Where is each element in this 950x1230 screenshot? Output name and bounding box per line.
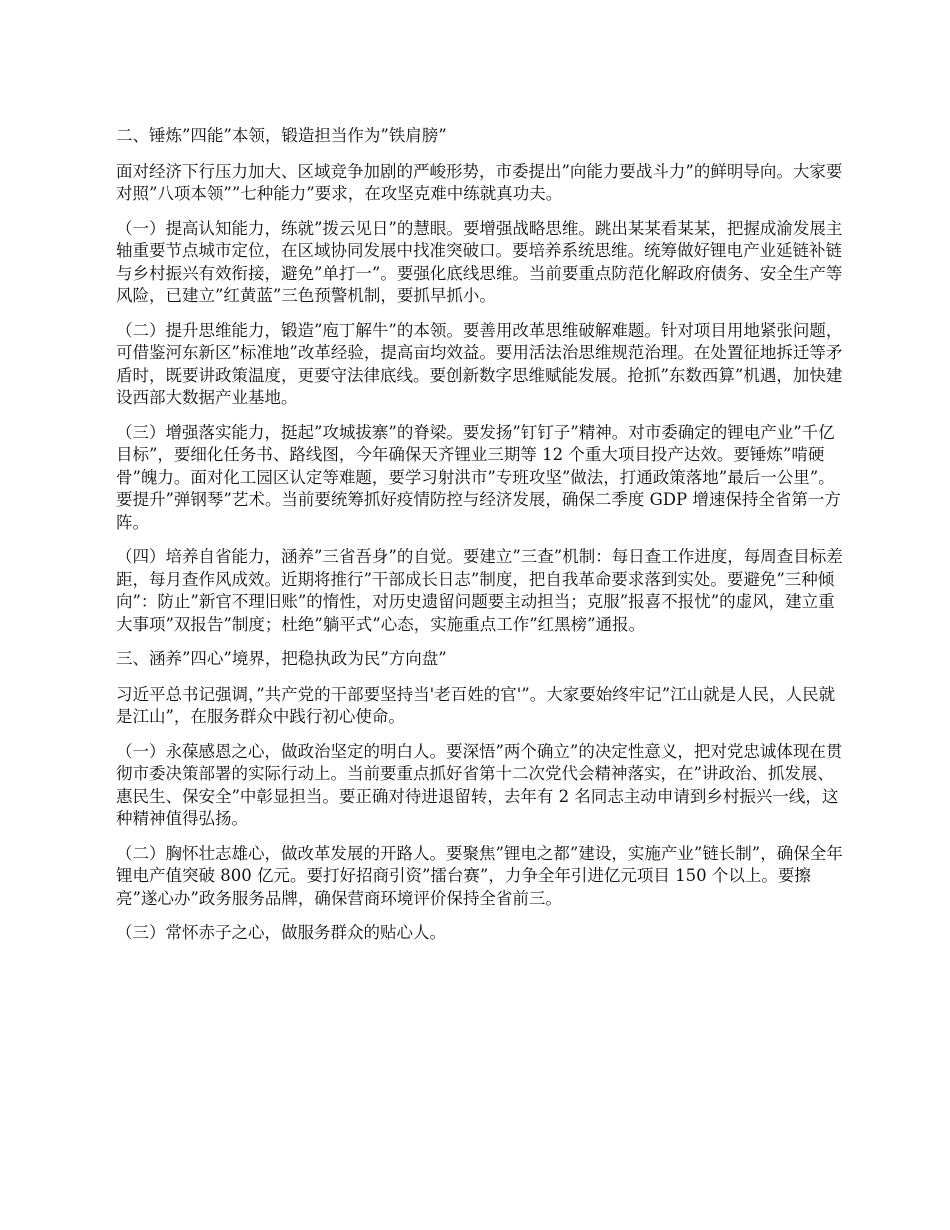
paragraph-item-thinking: （二）提升思维能力，锻造”庖丁解牛”的本领。要善用改革思维破解难题。针对项目用地紧张问题，可借鉴河东新区”标准地”改革经验，提高亩均效益。要用活法治思维规范治理。在处置征地拆迁等矛盾时，既要讲政策温度，更要守法律底线。要创新数字思维赋能发展。抢抓”东数西算”机遇，加快建设西部大数据产业基地。 (116, 320, 843, 407)
document-page (116, 125, 846, 957)
paragraph-intro-two: 面对经济下行压力加大、区域竞争加剧的严峻形势，市委提出”向能力要战斗力”的鲜明导向。大家要对照”八项本领””七种能力”要求，在攻坚克难中练就真功夫。 (116, 161, 843, 203)
paragraph-item-gratitude: （一）永葆感恩之心，做政治坚定的明白人。要深悟”两个确立”的决定性意义，把对党忠诚体现在贯彻市委决策部署的实际行动上。当前要重点抓好省第十二次党代会精神落实，在”讲政治、抓发展、惠民生、保安全”中彰显担当。要正确对待进退留转，去年有 2 名同志主动申请到乡村振兴一线，这种精神值得弘扬。 (116, 741, 843, 828)
paragraph-item-implementation: （三）增强落实能力，挺起”攻城拔寨”的脊梁。要发扬”钉钉子”精神。对市委确定的锂电产业”千亿目标”，要细化任务书、路线图，今年确保天齐锂业三期等 12 个重大项目投产达效。要锤炼”啃硬骨”魄力。面对化工园区认定等难题，要学习射洪市”专班攻坚”做法，打通政策落地”最后一公里”。要提升”弹钢琴”艺术。当前要统筹抓好疫情防控与经济发展，确保二季度 GDP 增速保持全省第一方阵。 (116, 422, 841, 532)
section-heading-two: 二、锤炼”四能”本领，锻造担当作为”铁肩膀” (116, 126, 447, 145)
paragraph-item-ambition: （二）胸怀壮志雄心，做改革发展的开路人。要聚焦”锂电之都”建设，实施产业”链长制”，确保全年锂电产值突破 800 亿元。要打好招商引资”擂台赛”，力争全年引进亿元项目 150 个以上。要擦亮”遂心办”政务服务品牌，确保营商环境评价保持全省前三。 (116, 843, 843, 908)
section-heading-three: 三、涵养”四心”境界，把稳执政为民”方向盘” (116, 649, 447, 668)
paragraph-item-sincerity: （三）常怀赤子之心，做服务群众的贴心人。 (116, 923, 446, 942)
paragraph-intro-three: 习近平总书记强调，”共产党的干部要坚持当'老百姓的官'”。大家要始终牢记”江山就是人民，人民就是江山”，在服务群众中践行初心使命。 (116, 684, 836, 726)
paragraph-item-cognition: （一）提高认知能力，练就”拨云见日”的慧眼。要增强战略思维。跳出某某看某某，把握成渝发展主轴重要节点城市定位，在区域协同发展中找准突破口。要培养系统思维。统筹做好锂电产业延链补链与乡村振兴有效衔接，避免”单打一”。要强化底线思维。当前要重点防范化解政府债务、安全生产等风险，已建立”红黄蓝”三色预警机制，要抓早抓小。 (116, 218, 843, 305)
paragraph-item-self-reflection: （四）培养自省能力，涵养”三省吾身”的自觉。要建立”三查”机制：每日查工作进度，每周查目标差距，每月查作风成效。近期将推行”干部成长日志”制度，把自我革命要求落到实处。要避免”三种倾向”：防止”新官不理旧账”的惰性，对历史遗留问题要主动担当；克服”报喜不报忧”的虚风，建立重大事项”双报告”制度；杜绝”躺平式”心态，实施重点工作”红黑榜”通报。 (116, 547, 843, 634)
